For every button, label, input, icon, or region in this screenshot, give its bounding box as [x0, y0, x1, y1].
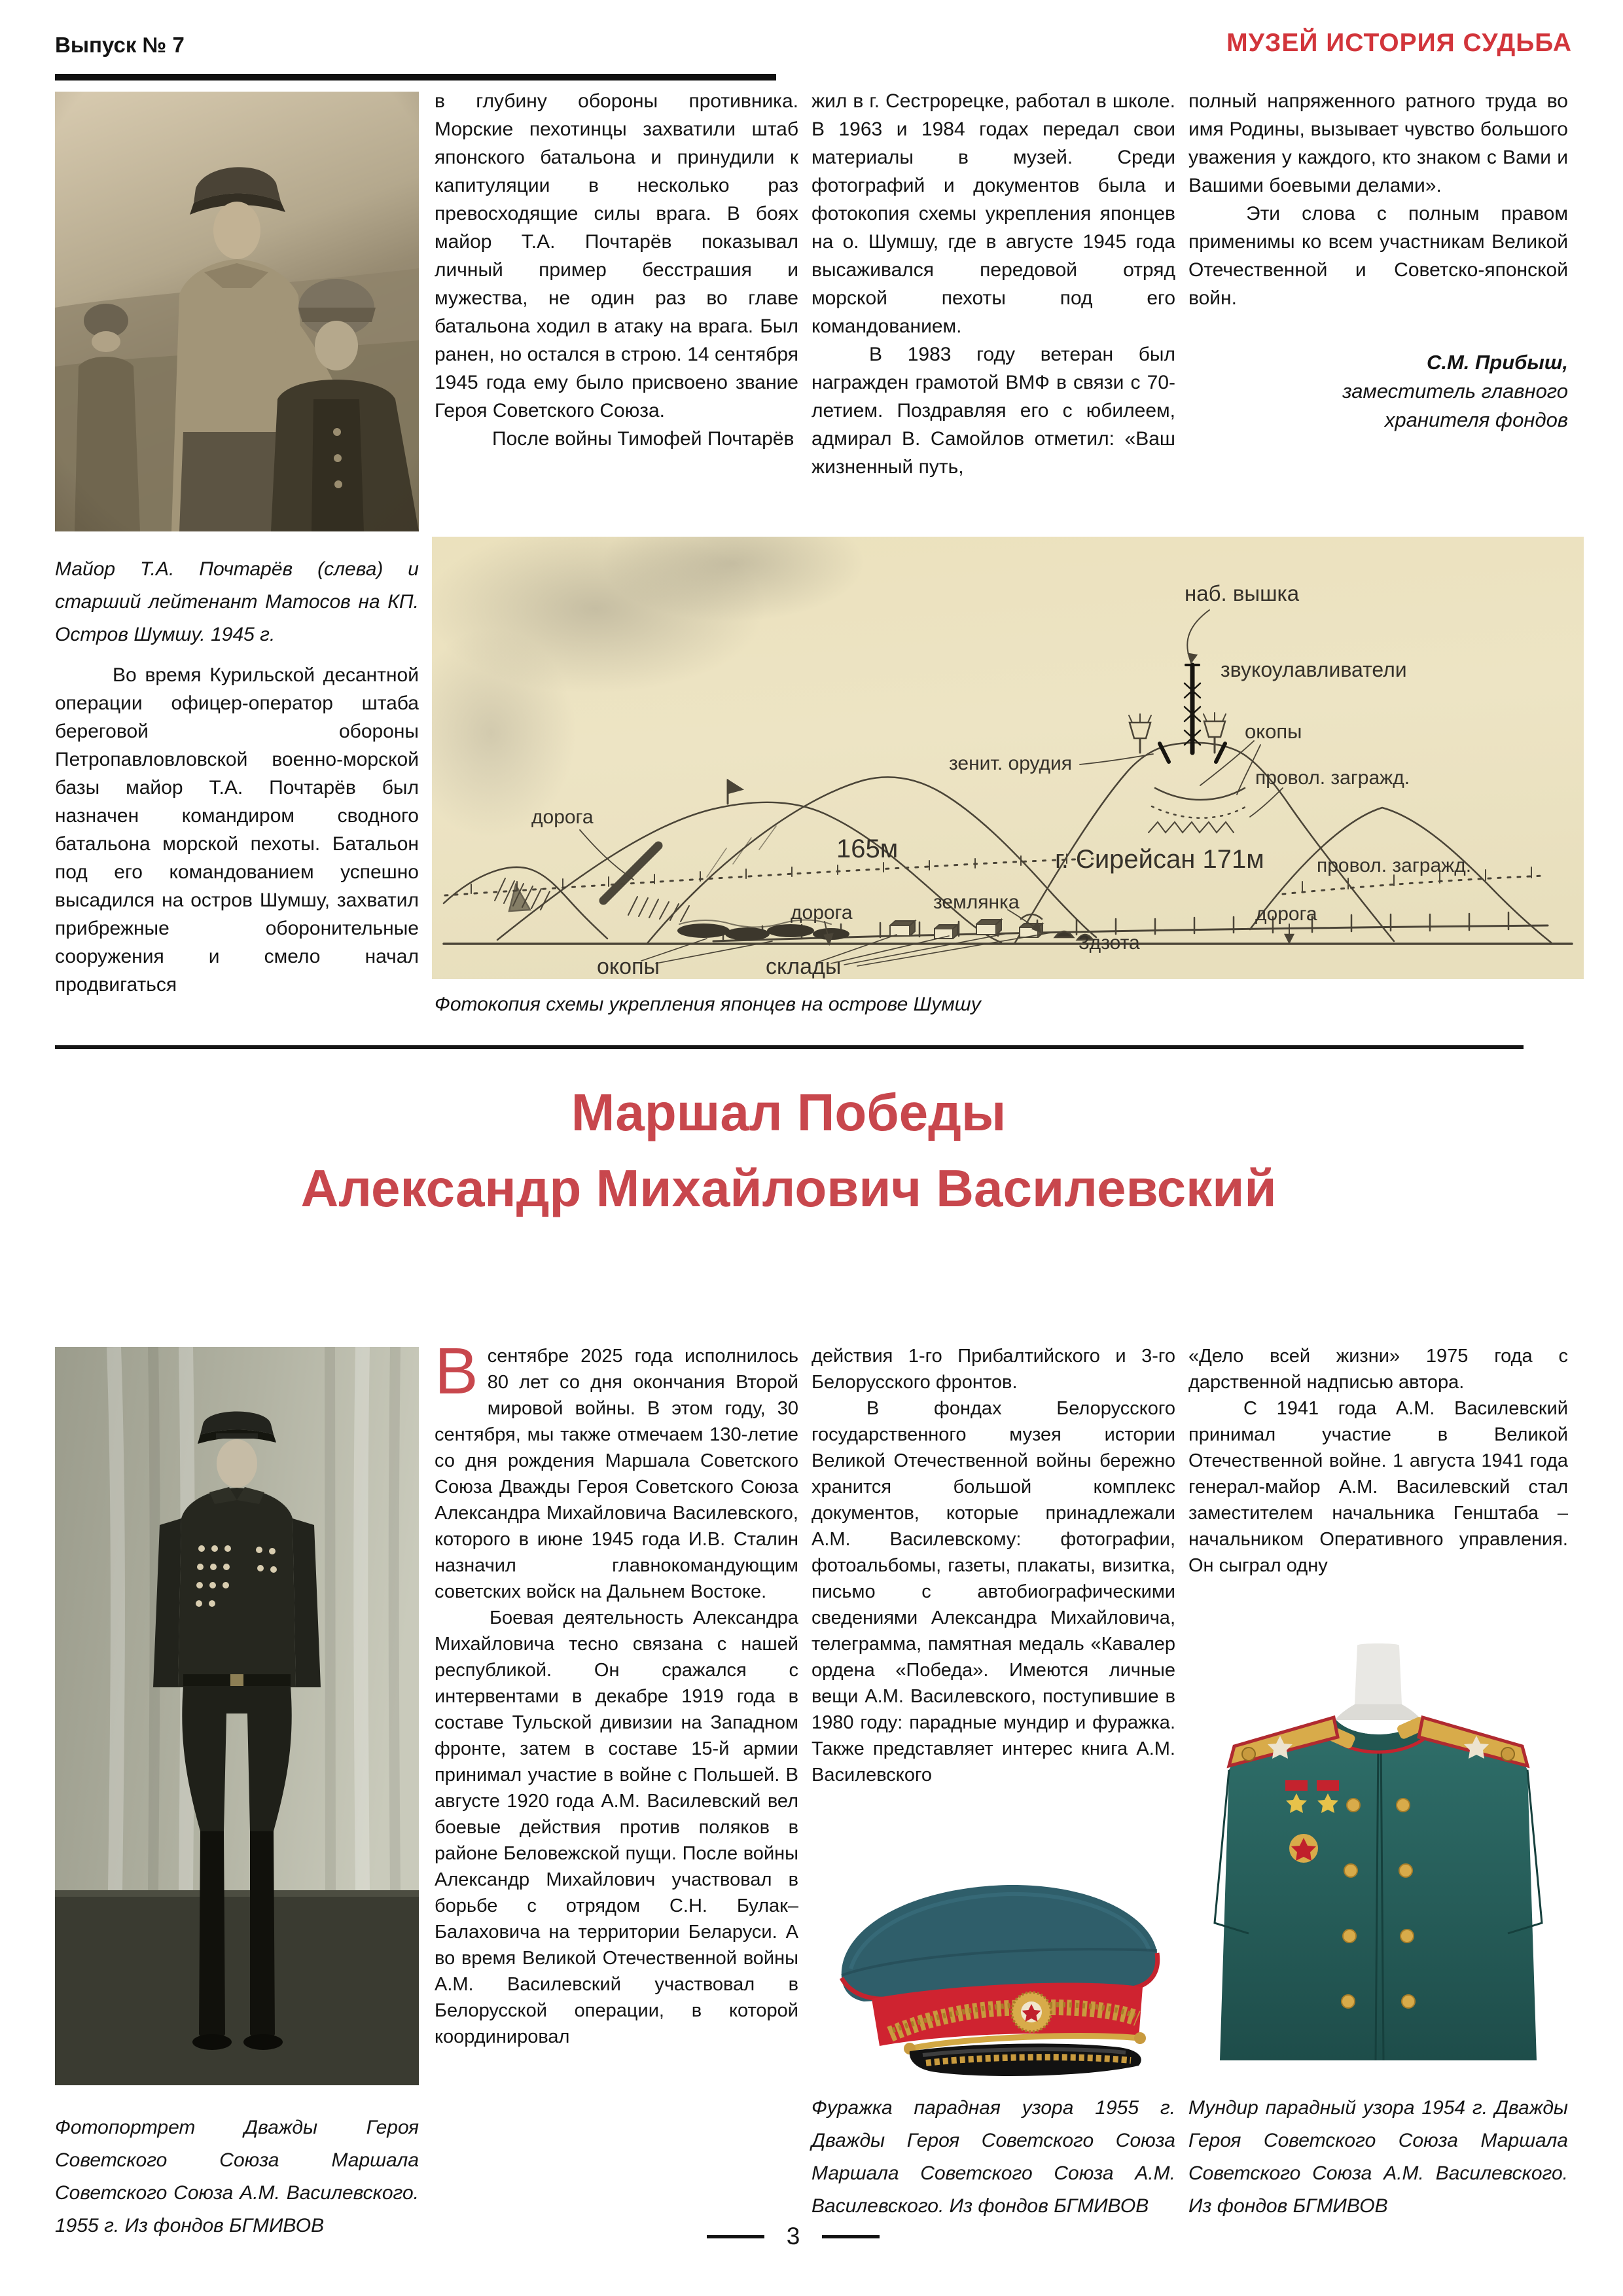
schematic-shumshu-fortifications	[432, 537, 1584, 979]
drop-cap: В	[435, 1343, 478, 1408]
article2-colC-p2: В фондах Белорусского государственного музея истории Великой Отечественной войны бережно хранится большой комплекс документов, которые принадлежали А.М. Василевскому: фотографии, фотоальбомы, газеты, плакаты, визитка, письмо с автобиографическими сведениями Александра Михайловича, телеграмма, памятная медаль «Кавалер ордена «Победа». Имеются личные вещи А.М. Василевского, поступившие в 1980 году: парадные мундир и фуражка. Также представляет интерес книга А.М. Василевского	[812, 1398, 1175, 1785]
label-road-left: дорога	[531, 806, 594, 828]
article2-columnB	[435, 1343, 798, 2181]
article1-col3-p1: жил в г. Сестрорецке, работал в школе. В 1963 и 1984 годах передал свои материалы в музей. Среди фотографий и документов была и фотокопия схемы укрепления японцев на о. Шумшу, где в августе 1945 года высаживался передовой отряд морской пехоты под его командованием.	[812, 90, 1175, 337]
portrait-caption: Фотопортрет Дважды Героя Советского Союза Маршала Советского Союза А.М. Василевского. 1955 г. Из фондов БГМИВОВ	[55, 2117, 419, 2236]
cap-illustration	[812, 1847, 1175, 2080]
title-line1: Маршал Победы	[571, 1083, 1007, 1141]
header-rule	[55, 74, 776, 81]
article1-col4-p2: Эти слова с полным правом применимы ко всем участникам Великой Отечественной и Советско-японской войн.	[1188, 203, 1568, 309]
article2-colB-p1-text: сентябре 2025 года исполнилось 80 лет со дня окончания Второй мировой войны. В этом году, 30 сентября, мы также отмечаем 130-летие со дня рождения Маршала Советского Союза Дважды Героя Советского Союза Александра Михайловича Василевского, которого в июне 1945 года И.В. Сталин назначил главнокомандующим советских войск на Дальнем Востоке.	[435, 1346, 798, 1602]
article1-col3-p2: В 1983 году ветеран был награжден грамотой ВМФ в связи с 70-летием. Поздравляя его с юбилеем, адмирал В. Самойлов отметил: «Ваш жизненный путь,	[812, 344, 1175, 478]
label-height-165: 165м	[836, 834, 899, 863]
label-trenches-bottom: окопы	[597, 954, 660, 979]
article2-title	[52, 1084, 1525, 1217]
label-sound-locators: звукоулавливатели	[1221, 658, 1407, 681]
page-number: 3	[786, 2223, 800, 2250]
photo-pochtarev-kp	[55, 92, 419, 531]
article1-col4-p1: полный напряженного ратного труда во имя Родины, вызывает чувство большого уважения у каждого, кто знаком с Вами и Вашими боевыми делами».	[1188, 90, 1568, 196]
photo-pochtarev-caption: Майор Т.А. Почтарёв (слева) и старший лейтенант Матосов на КП. Остров Шумшу. 1945 г.	[55, 558, 419, 645]
issue-label: Выпуск № 7	[55, 33, 185, 57]
label-wire-2: провол. загражд.	[1317, 855, 1472, 876]
footer-dash-left	[707, 2235, 764, 2238]
page-footer	[0, 2223, 1605, 2250]
label-dugout: землянка	[933, 891, 1020, 913]
article1-column4	[1188, 87, 1568, 539]
article1-col2-p1: в глубину обороны противника. Морские пехотинцы захватили штаб японского батальона и принудили к капитуляции в несколько раз превосходящие силы врага. В боях майор Т.А. Почтарёв показывал личный пример бесстрашия и мужества, не один раз во главе батальона ходил в атаку на врага. Был ранен, но остался в строю. 14 сентября 1945 года ему было присвоено звание Героя Советского Союза.	[435, 90, 798, 422]
portrait-illustration	[55, 1347, 419, 2085]
signature-role-line1: заместитель главного	[1342, 380, 1568, 403]
article1-signature	[1188, 348, 1568, 435]
masthead-title: МУЗЕЙ ИСТОРИЯ СУДЬБА	[1226, 29, 1572, 57]
label-mount-sireysan: г. Сирейсан 171м	[1055, 845, 1264, 874]
article2-colB-p2: Боевая деятельность Александра Михайловича тесно связана с нашей республикой. Он сражался с интервентами в декабре 1919 года в составе Тульской дивизии на Западном фронте, затем в составе 15-й армии принимал участие в войне с Польшей. В августе 1920 года А.М. Василевский вел боевые действия против поляков в районе Беловежской пущи. После войны Александр Михайлович участвовал в борьбе с отрядом С.Н. Булак–Балаховича на территории Беларуси. А во время Великой Отечественной войны А.М. Василевский участвовал в Белорусской операции, в которой координировал	[435, 1607, 798, 2047]
article2-colB-p1	[435, 1343, 798, 1605]
label-observation-tower: наб. вышка	[1185, 581, 1300, 605]
uniform-caption: Мундир парадный узора 1954 г. Дважды Героя Советского Союза Маршала Советского Союза А.М. Василевского. Из фондов БГМИВОВ	[1188, 2097, 1568, 2217]
label-trenches-top: окопы	[1245, 720, 1302, 743]
article1-column1	[55, 661, 419, 1025]
title-line2: Александр Михайлович Василевский	[300, 1159, 1277, 1217]
footer-dash-right	[822, 2235, 880, 2238]
cap-caption: Фуражка парадная узора 1955 г. Дважды Героя Советского Союза Маршала Советского Союза А.М. Василевского. Из фондов БГМИВОВ	[812, 2097, 1175, 2217]
label-road-right: дорога	[1255, 903, 1317, 925]
article1-column3	[812, 87, 1175, 539]
photo-vasilevsky-portrait	[55, 1347, 419, 2085]
article1-col2-p2: После войны Тимофей Почтарёв	[492, 428, 794, 450]
label-pillboxes: 3дзота	[1079, 932, 1140, 954]
photo-parade-uniform	[1188, 1641, 1568, 2071]
label-wire-1: провол. загражд.	[1255, 767, 1410, 789]
article2-columnD	[1188, 1343, 1568, 1639]
label-road-mid: дорога	[791, 902, 853, 924]
label-aa-guns: зенит. орудия	[949, 753, 1073, 774]
signature-name: С.М. Прибыш,	[1426, 351, 1568, 374]
signature-role-line2: хранителя фондов	[1384, 408, 1568, 431]
article2-colD-p2: С 1941 года А.М. Василевский принимал участие в Великой Отечественной войне. 1 августа 1941 года генерал-майор А.М. Василевский стал заместителем начальника Генштаба – начальником Оперативного управления. Он сыграл одну	[1188, 1398, 1568, 1576]
schematic-caption: Фотокопия схемы укрепления японцев на острове Шумшу	[435, 994, 981, 1015]
photo-parade-cap	[812, 1847, 1175, 2080]
section-divider	[55, 1045, 1524, 1049]
article1-col1-p1: Во время Курильской десантной операции офицер-оператор штаба береговой обороны Петропавловловской военно-морской базы майор Т.А. Почтарёв был назначен командиром сводного батальона морской пехоты. Батальон под его командованием успешно высадился на остров Шумшу, захватил прибрежные оборонительные сооружения и смело начал продвигаться	[55, 664, 419, 996]
article2-columnC	[812, 1343, 1175, 1843]
label-warehouses: склады	[766, 954, 842, 979]
photo-pochtarev-illustration	[55, 92, 419, 531]
article2-colC-p1: действия 1-го Прибалтийского и 3-го Белорусского фронтов.	[812, 1346, 1175, 1393]
article1-column2	[435, 87, 798, 539]
uniform-illustration	[1188, 1641, 1568, 2071]
article2-colD-p1: «Дело всей жизни» 1975 года с дарственной надписью автора.	[1188, 1346, 1568, 1393]
schematic-drawing	[432, 537, 1584, 979]
